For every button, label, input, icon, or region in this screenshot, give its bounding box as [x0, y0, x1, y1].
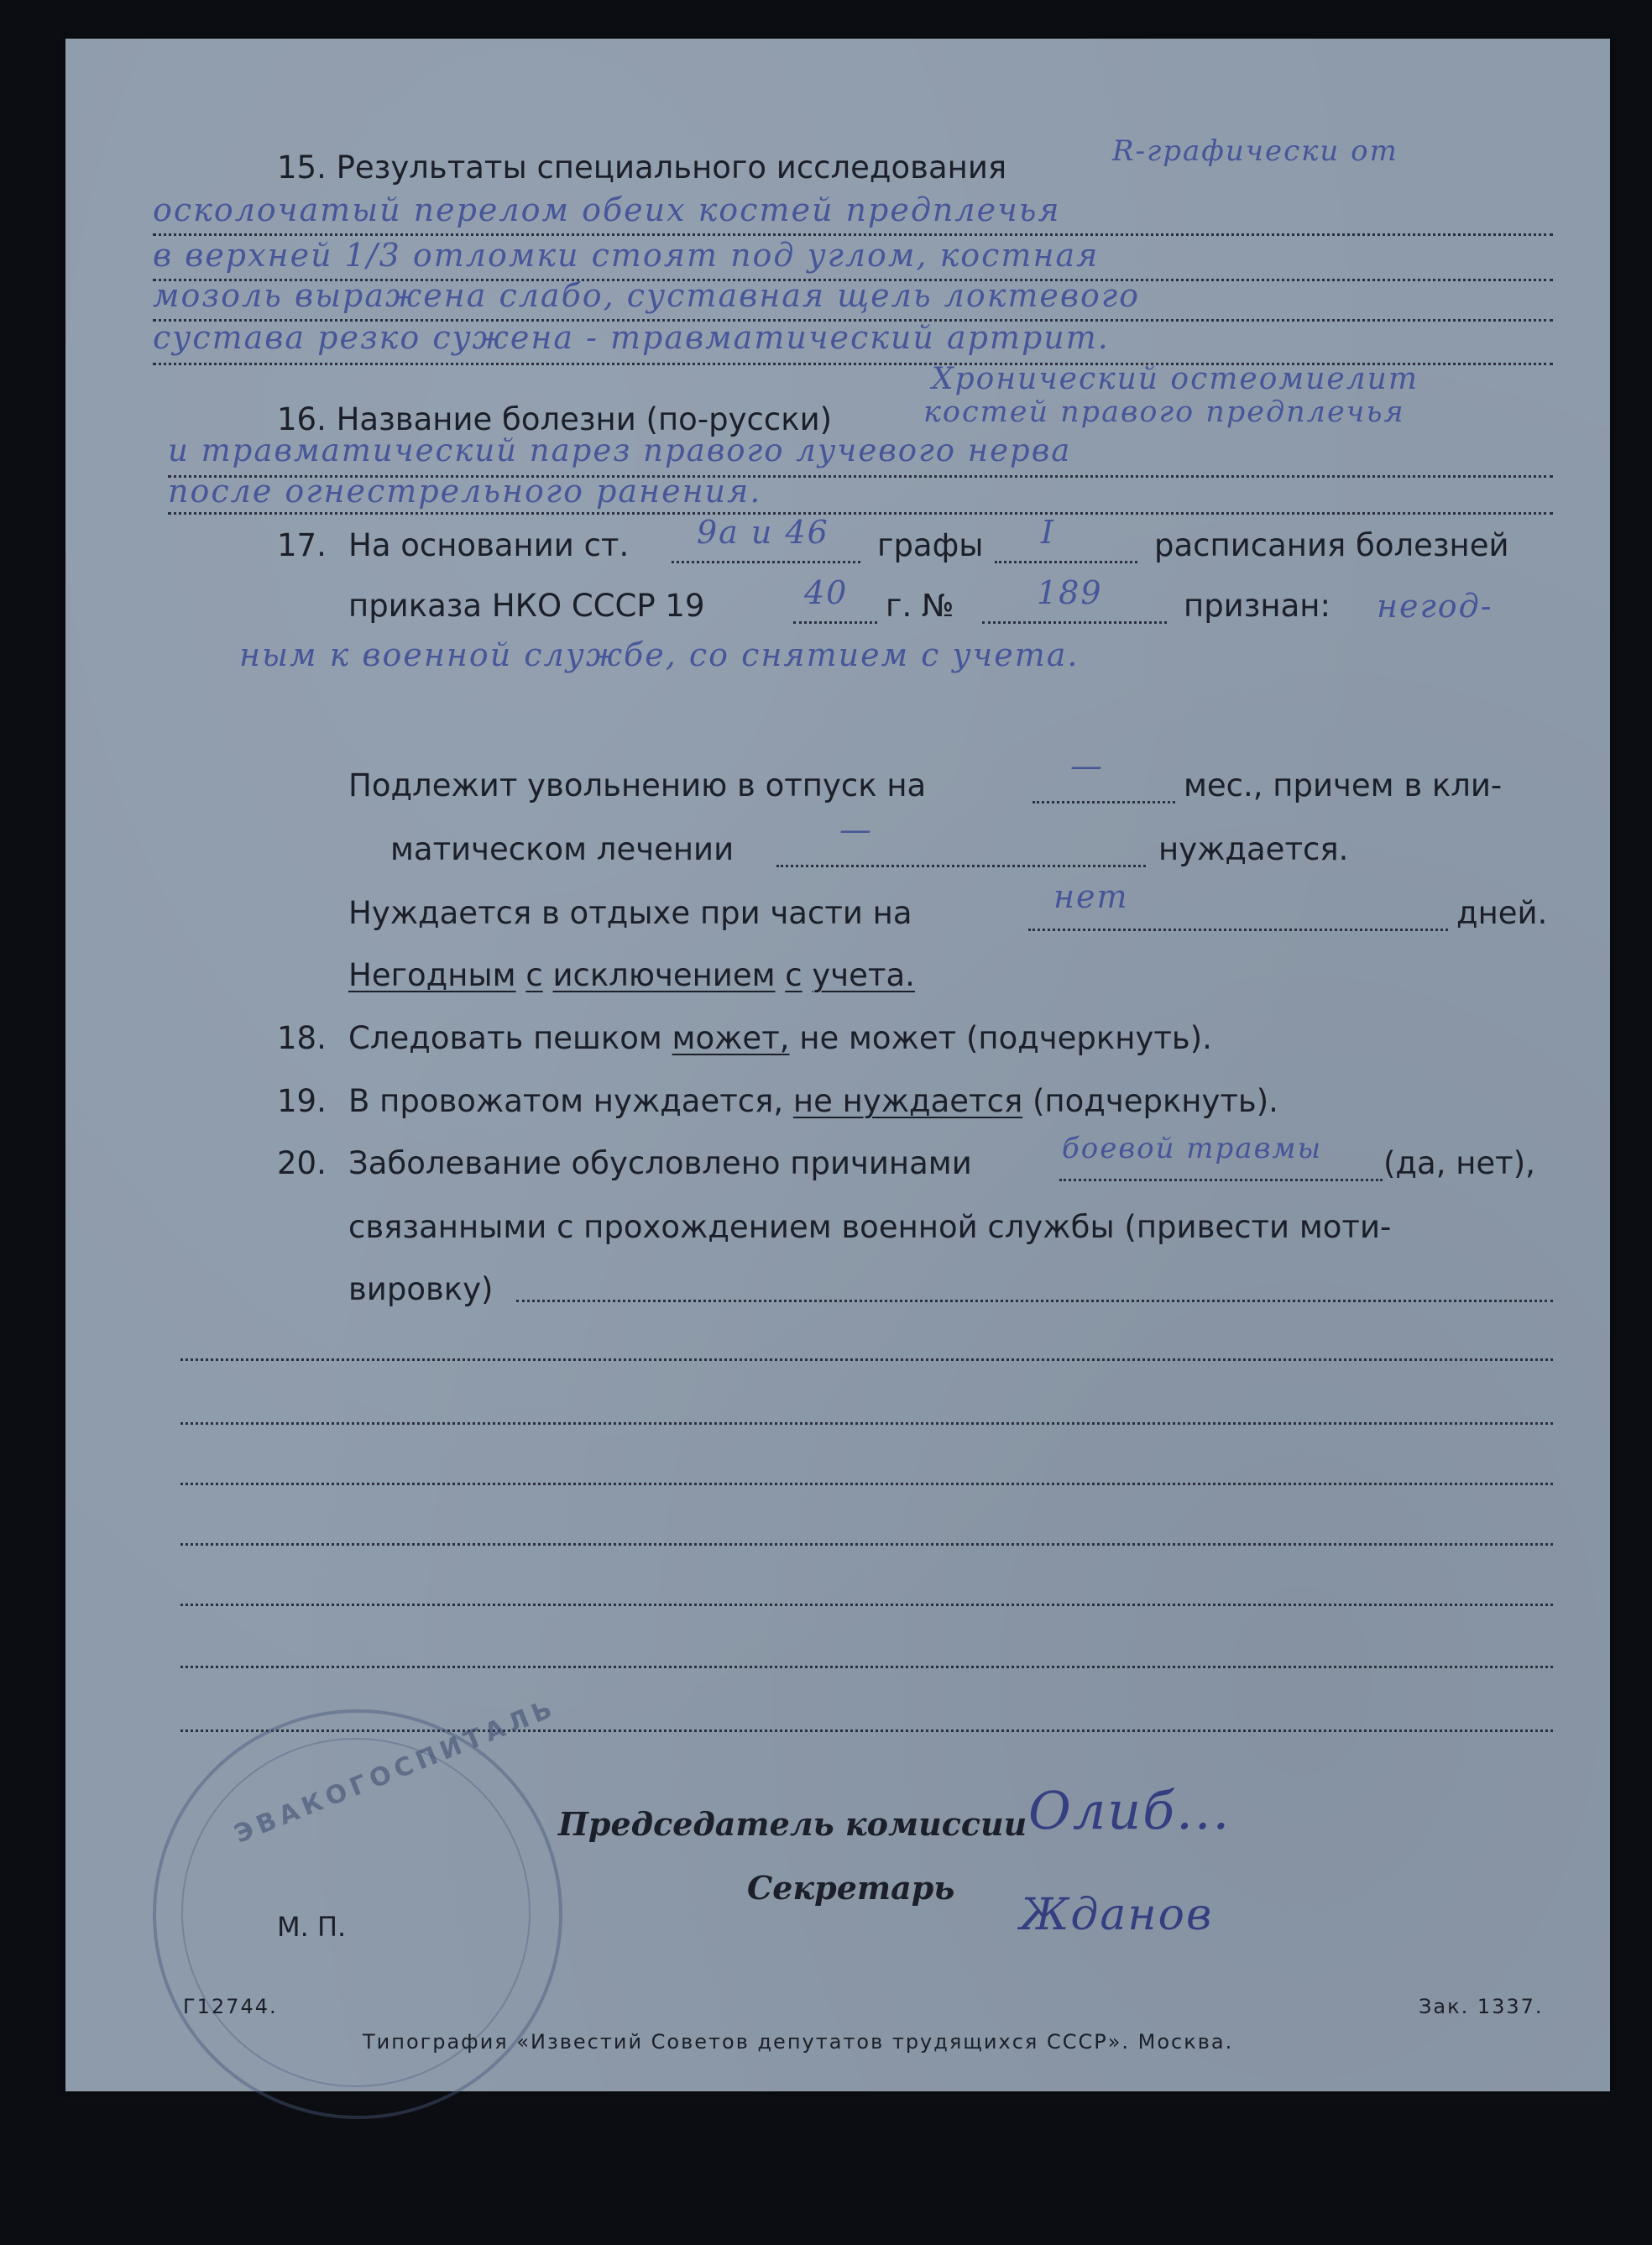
item15-line2	[153, 233, 1553, 236]
item16-label: 16. Название болезни (по-русски)	[277, 401, 833, 437]
item17-year-line	[793, 621, 877, 624]
item17-year: 40	[804, 574, 849, 611]
round-stamp-text: ЭВАКОГОСПИТАЛЬ	[230, 1693, 562, 1850]
item17-order-number: 189	[1037, 574, 1103, 611]
chairman-signature: Олиб...	[1028, 1780, 1231, 1841]
leave-text-1: Подлежит увольнению в отпуск на	[348, 767, 927, 803]
item20-line-1	[516, 1300, 1553, 1302]
item19-not-needed: не нуждается	[792, 1083, 1023, 1119]
item18-can: может,	[672, 1020, 790, 1056]
round-stamp	[153, 1693, 562, 2119]
leave-climatic: —	[839, 811, 873, 848]
leave-text-6: дней.	[1456, 895, 1548, 931]
leave-climatic-line	[776, 865, 1146, 867]
item17-text-order: приказа НКО СССР 19	[348, 588, 705, 624]
item17-column-line	[995, 561, 1137, 563]
blank-line-2	[180, 1422, 1553, 1425]
item17-column: I	[1041, 514, 1056, 551]
blank-line-1	[180, 1358, 1553, 1361]
leave-unfit-with: с	[525, 957, 543, 993]
leave-months: —	[1070, 747, 1104, 784]
item17-order-line	[982, 621, 1167, 624]
leave-rest-line	[1028, 929, 1448, 931]
item17-text-basis: На основании ст.	[348, 527, 630, 563]
item18-line	[348, 1020, 1212, 1057]
leave-text-3: матическом лечении	[390, 831, 735, 867]
item15-hand-line5: сустава резко сужена - травматический артрит.	[153, 319, 1110, 356]
leave-text-5: Нуждается в отдыхе при части на	[348, 895, 912, 931]
leave-unfit-exclusion: исключением	[552, 957, 776, 993]
leave-rest-days: нет	[1053, 878, 1129, 915]
item20-text-4: вировку)	[348, 1271, 494, 1307]
leave-unfit-line	[348, 957, 915, 994]
leave-unfit-registry: учета.	[812, 957, 915, 993]
item15-label: 15. Результаты специального исследования	[277, 149, 1007, 186]
leave-months-line	[1032, 801, 1175, 803]
blank-line-6	[180, 1666, 1553, 1668]
item17-verdict-2: ным к военной службе, со снятием с учета.	[239, 636, 1080, 673]
item20-hand: боевой травмы	[1062, 1132, 1323, 1165]
item19-number: 19.	[277, 1083, 327, 1119]
item20-number: 20.	[277, 1145, 327, 1181]
item20-text-1: Заболевание обусловлено причинами	[348, 1145, 972, 1181]
blank-line-5	[180, 1604, 1553, 1606]
item18-cannot: не может (подчеркнуть).	[799, 1020, 1212, 1056]
item20-hand-line	[1059, 1179, 1383, 1181]
item19-text: В провожатом нуждается,	[348, 1083, 784, 1119]
item16-hand-line1: Хронический остеомиелит	[932, 362, 1419, 396]
item17-text-column: графы	[877, 527, 984, 563]
form-code: Г12744.	[183, 1995, 278, 2018]
item17-text-schedule: расписания болезней	[1154, 527, 1509, 563]
leave-text-4: нуждается.	[1158, 831, 1349, 867]
item15-hand-line2: осколочатый перелом обеих костей предплечья	[153, 191, 1061, 228]
item15-hand-line1: R-графически от	[1112, 134, 1398, 168]
blank-line-3	[180, 1483, 1553, 1485]
item18-text: Следовать пешком	[348, 1020, 662, 1056]
item15-hand-line3: в верхней 1/3 отломки стоят под углом, костная	[153, 237, 1100, 274]
item15-hand-line4: мозоль выражена слабо, суставная щель локтевого	[153, 277, 1140, 314]
item18-number: 18.	[277, 1020, 327, 1056]
item17-verdict-1: негод-	[1377, 588, 1493, 625]
blank-line-4	[180, 1543, 1553, 1546]
secretary-label: Секретарь	[747, 1869, 955, 1907]
leave-text-2: мес., причем в кли-	[1184, 767, 1503, 803]
leave-unfit-from: с	[785, 957, 802, 993]
chairman-label: Председатель комиссии	[558, 1805, 1027, 1843]
printer-imprint: Типография «Известий Советов депутатов трудящихся СССР». Москва.	[363, 2030, 1234, 2054]
item17-number: 17.	[277, 527, 327, 563]
item17-article: 9а и 46	[697, 514, 829, 551]
item17-text-no: г. №	[886, 588, 954, 624]
print-order: Зак. 1337.	[1419, 1995, 1544, 2018]
item16-hand-line3: и травматический парез правого лучевого нерва	[168, 432, 1072, 468]
leave-unfit-word: Негодным	[348, 957, 516, 993]
item20-text-2: (да, нет),	[1383, 1145, 1535, 1181]
item16-line3	[168, 512, 1553, 515]
secretary-signature: Жданов	[1020, 1890, 1214, 1940]
item20-text-3: связанными с прохождением военной службы (привести моти-	[348, 1209, 1392, 1245]
item17-article-line	[672, 561, 860, 563]
item19-hint: (подчеркнуть).	[1032, 1083, 1278, 1119]
item19-line	[348, 1083, 1278, 1120]
item16-hand-line2: костей правого предплечья	[923, 395, 1405, 429]
item17-text-recognized: признан:	[1184, 588, 1330, 624]
item16-hand-line4: после огнестрельного ранения.	[168, 473, 762, 510]
seal-place-label: М. П.	[277, 1911, 347, 1943]
